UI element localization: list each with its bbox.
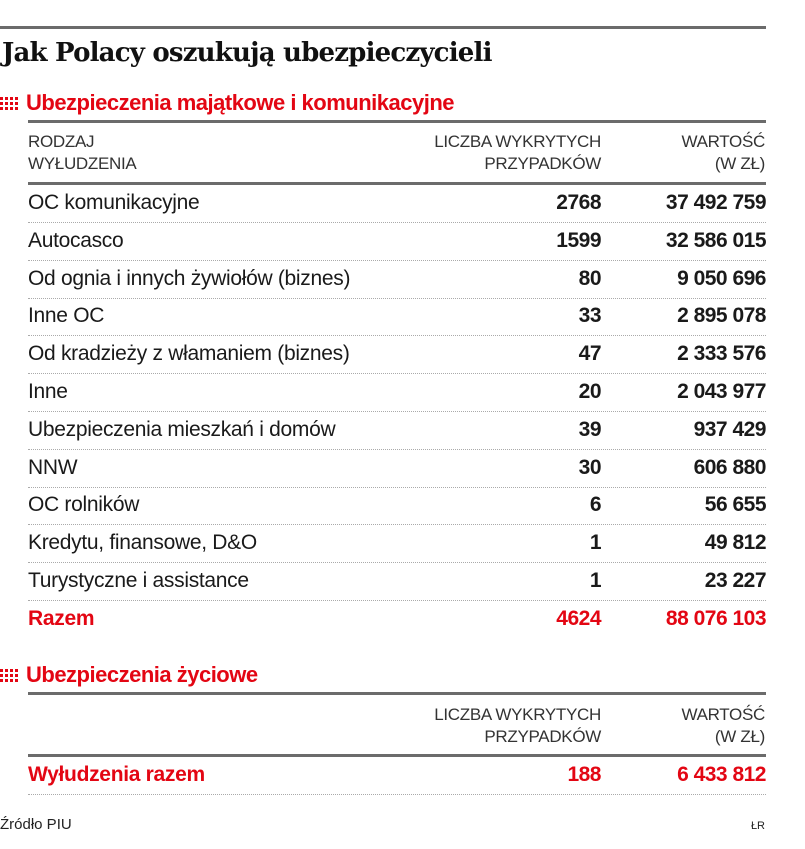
table-row [28, 412, 766, 450]
section-label: Ubezpieczenia majątkowe i komunikacyjne [26, 90, 454, 115]
row-value: 9 050 696 [677, 266, 766, 290]
table-row [28, 487, 766, 525]
total-row [28, 601, 766, 639]
row-label: OC rolników [28, 493, 140, 517]
row-label: Ubezpieczenia mieszkań i domów [28, 417, 336, 441]
dots-icon [0, 97, 18, 110]
top-rule [0, 26, 766, 29]
header-type-line2: WYŁUDZENIA [28, 154, 137, 173]
header-value-line2: (W ZŁ) [714, 154, 765, 173]
section-title-property [0, 90, 454, 116]
row-count: 2768 [556, 191, 601, 214]
table-row [28, 298, 766, 336]
section-rule [28, 692, 766, 695]
header-type-line1: RODZAJ [28, 132, 95, 151]
row-label: Kredytu, finansowe, D&O [28, 531, 257, 555]
header-count [434, 131, 601, 175]
row-count: 80 [578, 266, 601, 290]
row-count: 47 [578, 342, 601, 366]
table-row [28, 223, 766, 261]
row-count: 30 [578, 455, 601, 479]
table-row [28, 563, 766, 601]
total-value: 88 076 103 [665, 607, 766, 630]
header-count-line1: LICZBA WYKRYTYCH [434, 132, 601, 151]
header-count-line1: LICZBA WYKRYTYCH [434, 705, 601, 724]
table-row [28, 185, 766, 223]
row-value: 2 043 977 [677, 380, 766, 403]
row-count: 1599 [556, 228, 601, 252]
row-value: 56 655 [704, 493, 766, 517]
row-value: 23 227 [704, 569, 766, 592]
header-count [434, 704, 601, 748]
row-value: 49 812 [704, 531, 766, 555]
header-type [28, 131, 136, 175]
header-count-line2: PRZYPADKÓW [484, 727, 601, 746]
row-value: 2 333 576 [677, 342, 766, 366]
header-value-line2: (W ZŁ) [714, 727, 765, 746]
row-count: 6 [589, 493, 601, 517]
total-label: Razem [28, 607, 95, 630]
table-row [28, 261, 766, 299]
dots-icon [0, 669, 18, 682]
row-label: Autocasco [28, 228, 124, 252]
row-count: 33 [578, 304, 601, 328]
row-count: 1 [589, 531, 601, 555]
total-label: Wyłudzenia razem [28, 763, 205, 786]
section-title-life [0, 662, 258, 688]
table-row [28, 450, 766, 488]
total-count: 188 [567, 763, 601, 786]
row-label: NNW [28, 455, 78, 479]
table-row [28, 525, 766, 563]
row-count: 20 [578, 380, 601, 403]
row-value: 2 895 078 [677, 304, 766, 328]
section-label: Ubezpieczenia życiowe [26, 662, 258, 687]
life-total-row [28, 757, 766, 795]
row-label: Od kradzieży z włamaniem (biznes) [28, 342, 350, 366]
row-value: 37 492 759 [665, 191, 766, 214]
header-count-line2: PRZYPADKÓW [484, 154, 601, 173]
source-note: Źródło PIU [0, 816, 72, 833]
row-label: Inne OC [28, 304, 105, 328]
header-value [681, 131, 765, 175]
header-value-line1: WARTOŚĆ [681, 132, 765, 151]
table-row [28, 336, 766, 374]
section-rule [28, 120, 766, 123]
row-count: 39 [578, 417, 601, 441]
row-label: OC komunikacyjne [28, 191, 200, 214]
row-value: 32 586 015 [665, 228, 766, 252]
table-row [28, 374, 766, 412]
row-label: Inne [28, 380, 68, 403]
total-count: 4624 [556, 607, 601, 630]
row-label: Turystyczne i assistance [28, 569, 249, 592]
header-value-line1: WARTOŚĆ [681, 705, 765, 724]
author-credit: ŁR [750, 820, 765, 832]
header-value [681, 704, 765, 748]
row-label: Od ognia i innych żywiołów (biznes) [28, 266, 351, 290]
row-value: 937 429 [693, 417, 766, 441]
row-value: 606 880 [693, 455, 766, 479]
row-count: 1 [589, 569, 601, 592]
total-value: 6 433 812 [677, 763, 766, 786]
infographic-title: Jak Polacy oszukują ubezpieczycieli [2, 38, 492, 68]
